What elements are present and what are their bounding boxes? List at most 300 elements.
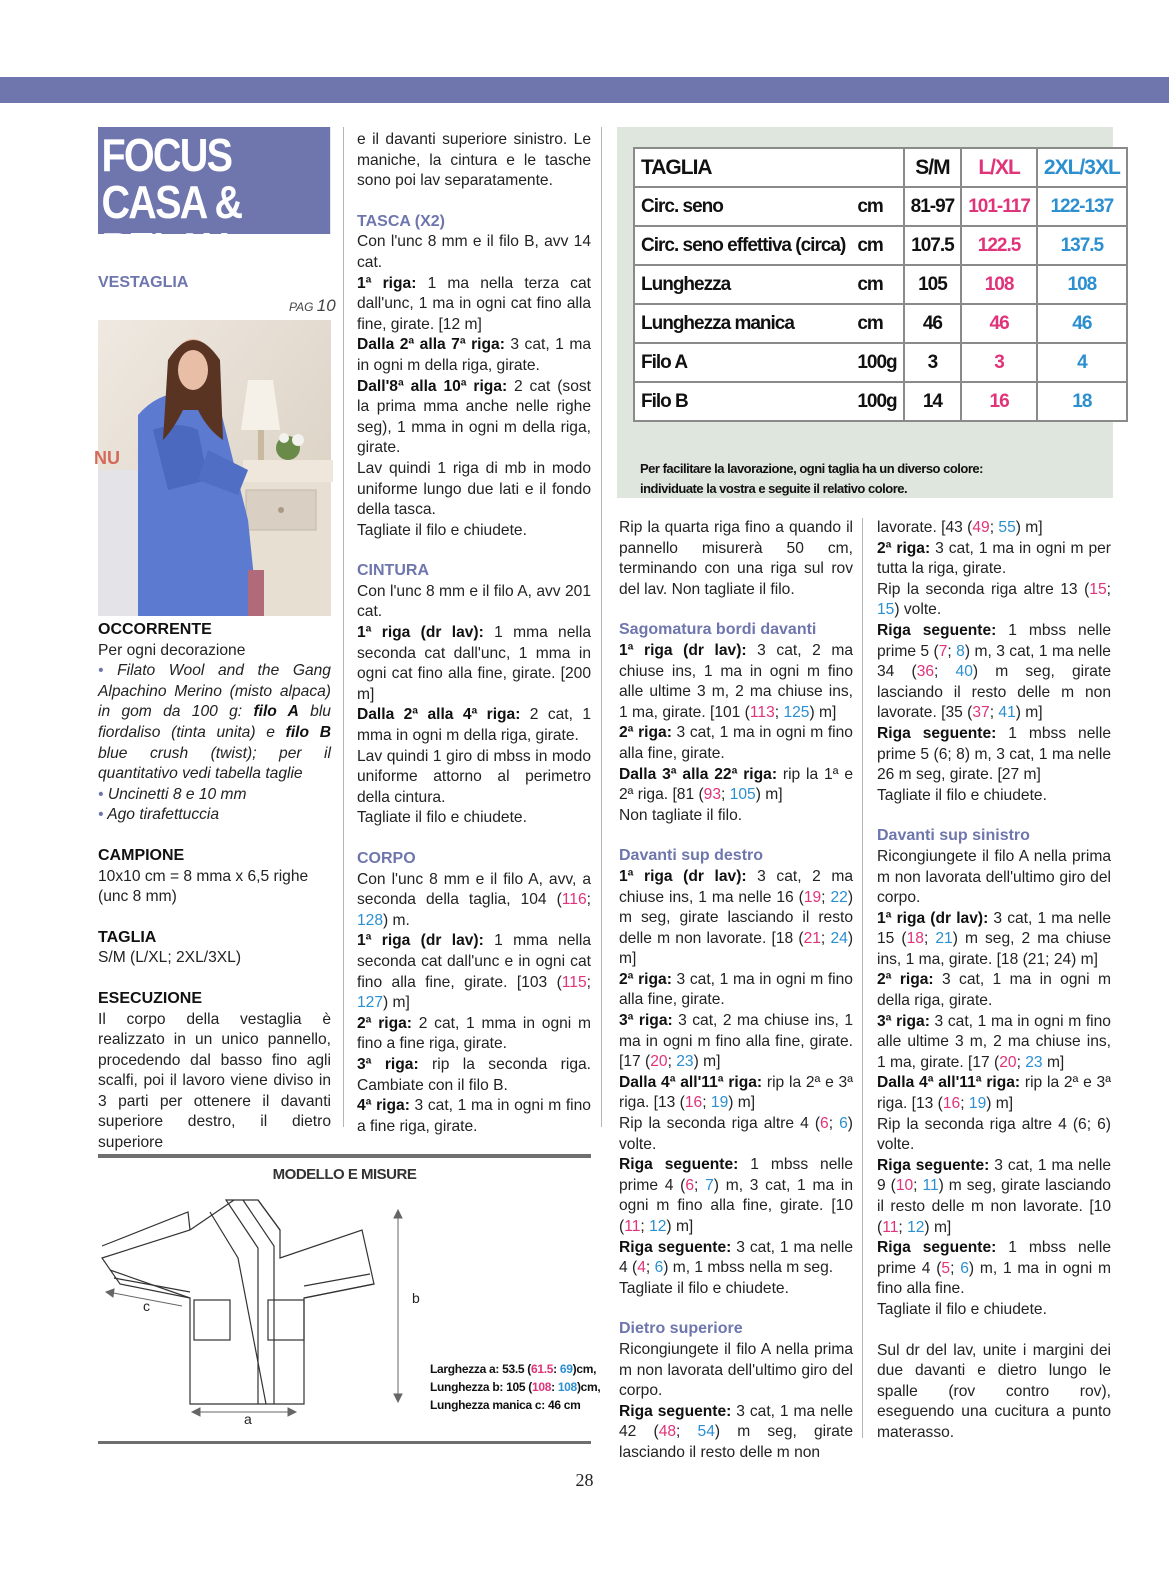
- text: ;: [934, 663, 956, 681]
- size-xl: 6: [839, 1115, 848, 1133]
- row-label: Dall'8ª alla 10ª riga:: [357, 377, 508, 395]
- text: rip la 2ª e 3ª riga. [13 (: [877, 1074, 1111, 1113]
- text: ) m.: [383, 911, 410, 929]
- size-ml: 49: [972, 519, 990, 536]
- row-text: 3 cat, 1 ma in ogni m della riga, girate.: [357, 336, 591, 374]
- model-photo: [94, 320, 331, 616]
- table-row: [634, 226, 1127, 265]
- ds-row-1: Ricongiungete il filo A nella prima m non lavorata dell'ultimo giro del corpo.: [619, 1340, 853, 1400]
- size-ml: 10: [895, 1177, 914, 1195]
- text: ;: [640, 1218, 650, 1235]
- size-xl: 12: [649, 1218, 667, 1235]
- dimension-label-b: b: [412, 1290, 420, 1306]
- size-xl: 22: [830, 888, 848, 906]
- row-text: 1 ma nella terza cat dall'unc, 1 ma in ogni cat fino alla fine, girate. [12 m]: [357, 274, 591, 333]
- size-ml: 16: [942, 1095, 961, 1113]
- size-xl: 11: [922, 1177, 939, 1195]
- text: ) m]: [924, 1218, 952, 1236]
- size-ml: 48: [658, 1423, 677, 1441]
- size-ml: 4: [637, 1259, 646, 1277]
- size-ml: 16: [684, 1094, 703, 1112]
- campione-text: 10x10 cm = 8 mma x 6,5 righe (unc 8 mm): [98, 867, 309, 906]
- value-sm: 81-97: [904, 187, 962, 226]
- row-text: rip la seconda riga. Cambiate con il filo B.: [357, 1055, 591, 1094]
- table-row: [634, 304, 1127, 343]
- size-table: [633, 147, 1128, 422]
- column-1: [98, 620, 331, 1154]
- p-row-6: Tagliate il filo e chiudete.: [877, 786, 1047, 804]
- text: ;: [702, 1094, 711, 1112]
- text: ;: [898, 1218, 908, 1236]
- text: lavorate. [43 (: [877, 519, 973, 536]
- dd-row-3: [619, 1011, 853, 1073]
- row-label: 1ª riga (dr lav):: [357, 624, 484, 642]
- material-yarn: [98, 661, 331, 785]
- row-label: Riga seguente:: [877, 621, 997, 639]
- dd-row-4: [619, 1073, 853, 1114]
- text: ) m, 1 ma in ogni m fino alla fine.: [877, 1259, 1111, 1298]
- size-ml: 20: [999, 1053, 1017, 1071]
- sag-row-3: [619, 765, 853, 806]
- row-label: 2ª riga:: [877, 539, 931, 557]
- row-text: 3 cat, 1 ma in ogni m per tutta la riga, girate.: [877, 539, 1111, 578]
- value-sm: 46: [904, 304, 962, 343]
- text: ) m, 3 cat, 1 ma nelle 34 (: [877, 642, 1111, 681]
- column-2: [357, 130, 591, 1137]
- page-number: 28: [575, 1470, 594, 1490]
- text: ;: [645, 1259, 655, 1277]
- text: ;: [950, 1259, 961, 1277]
- row-label: 1ª riga (dr lav):: [877, 909, 989, 927]
- header-lxl: L/XL: [961, 148, 1037, 187]
- corpo-row-1: [357, 931, 591, 1013]
- yarn-text-3: blue crush (twist); per il quantitativo vedi tabella taglie: [98, 744, 331, 783]
- row-label: Dalla 4ª all'11ª riga:: [877, 1074, 1021, 1092]
- text: ;: [774, 703, 784, 721]
- size-xl: 6: [960, 1259, 969, 1277]
- text: ) m]: [809, 703, 837, 721]
- q-row-3: [877, 970, 1111, 1011]
- dietro-superiore-heading: Dietro superiore: [619, 1320, 743, 1338]
- text: ;: [667, 1053, 677, 1071]
- row-label: Dalla 2ª alla 4ª riga:: [357, 706, 521, 724]
- corpo-start: [357, 870, 591, 932]
- row-label: 1ª riga (dr lav):: [619, 867, 747, 885]
- text: 3 cat, 2 ma chiuse ins, 1 ma nelle 16 (: [619, 867, 853, 906]
- text: 3 cat, 2 ma chiuse ins, 1 ma in ogni m fino alle ultime 3 m, 2 ma chiuse ins, 1 ma, girate. [101 (: [619, 641, 853, 721]
- tasca-row-1: [357, 274, 591, 336]
- size-xl: 40: [955, 663, 973, 681]
- tasca-row-3: [357, 377, 591, 459]
- taglia-heading: TAGLIA: [98, 928, 157, 946]
- row-label: Lunghezza: [634, 265, 851, 304]
- corpo-heading: CORPO: [357, 850, 416, 867]
- dd-row-5: [619, 1114, 853, 1155]
- value-sm: 107.5: [904, 226, 962, 265]
- q-row-5: [877, 1073, 1111, 1114]
- text: ) m seg, girate lasciando il resto delle m non lavorate. [10 (: [877, 1177, 1111, 1236]
- page-ref-number: 10: [316, 296, 336, 315]
- tasca-row-2: [357, 335, 591, 376]
- sag-row-2: [619, 723, 853, 764]
- text: ) m]: [755, 786, 783, 804]
- page-reference: [289, 296, 336, 316]
- yarn-filo-a: filo A: [253, 703, 299, 721]
- size-ml: 7: [938, 642, 948, 660]
- row-label: Lunghezza manica: [634, 304, 851, 343]
- value-lxl: 108: [961, 265, 1037, 304]
- header-2xl: 2XL/3XL: [1037, 148, 1127, 187]
- model-bottom-rule: [98, 1441, 591, 1444]
- cintura-heading: CINTURA: [357, 562, 429, 580]
- size-xl: 105: [729, 786, 756, 804]
- tasca-heading: TASCA (X2): [357, 212, 445, 230]
- text: ) m seg, girate lasciando il resto delle m non lavorate. [35 (: [877, 663, 1111, 722]
- size-ml: 61.5: [531, 1362, 554, 1376]
- measure-sleeve: Lunghezza manica c: 46 cm: [430, 1398, 581, 1412]
- size-xl: 21: [935, 930, 953, 948]
- value-2xl: 18: [1037, 382, 1127, 421]
- column-4: [877, 518, 1111, 1444]
- size-xl: 12: [907, 1218, 925, 1236]
- dd-row-6: [619, 1155, 853, 1237]
- text: 3 cat, 1 ma nelle 15 (: [877, 909, 1111, 948]
- size-xl: 7: [705, 1176, 714, 1194]
- col3-intro: Rip la quarta riga fino a quando il pannello misurerà 50 cm, terminando con una riga sul rov del lav. Non tagliate il filo.: [619, 519, 853, 598]
- occorrente-heading: OCCORRENTE: [98, 621, 212, 638]
- text: 1 mbss nelle prime 4 (: [877, 1239, 1112, 1277]
- top-color-band: [0, 77, 1169, 103]
- header-sm: S/M: [904, 148, 962, 187]
- table-row: [634, 265, 1127, 304]
- row-text: 2 cat, 1 mma in ogni m della riga, girate.: [357, 706, 591, 745]
- row-text: 1 mma nella seconda cat dall'unc, 1 mma in ogni cat fino alla fine, girate. [200 m]: [357, 624, 591, 703]
- value-lxl: 46: [961, 304, 1037, 343]
- text: ;: [923, 930, 936, 948]
- value-lxl: 122.5: [961, 226, 1037, 265]
- text: ) m]: [1015, 519, 1043, 536]
- text: ;: [1106, 580, 1111, 598]
- photo-illustration: [94, 320, 331, 616]
- value-2xl: 122-137: [1037, 187, 1127, 226]
- row-label: 1ª riga (dr lav):: [357, 932, 484, 950]
- sag-row-1: [619, 641, 853, 723]
- q-row-9: Tagliate il filo e chiudete.: [877, 1300, 1047, 1318]
- column-divider: [601, 127, 602, 1127]
- sagomatura-heading: Sagomatura bordi davanti: [619, 621, 817, 639]
- dd-row-1: [619, 867, 853, 970]
- bullet: •: [98, 785, 104, 803]
- q-row-7: [877, 1156, 1111, 1238]
- yarn-text-2: blu fiordaliso (tinta unita) e: [98, 703, 331, 741]
- text: ) m]: [986, 1095, 1014, 1113]
- text: ;: [694, 1176, 706, 1194]
- row-label: 4ª riga:: [357, 1097, 410, 1115]
- size-ml: 5: [941, 1259, 951, 1277]
- size-xl: 24: [830, 929, 848, 947]
- size-xl: 15: [877, 601, 895, 619]
- column-3: [619, 518, 853, 1464]
- value-2xl: 46: [1037, 304, 1127, 343]
- bullet: •: [98, 662, 104, 680]
- page-ref-prefix: PAG: [289, 300, 314, 314]
- row-unit: 100g: [851, 343, 903, 382]
- p-row-5: [877, 724, 1111, 786]
- size-xl: 108: [557, 1380, 577, 1394]
- text: 3 cat, 1 ma in ogni m fino alle ultime 3 m, 2 ma chiuse ins, 1 ma, girate. [17 (: [877, 1012, 1111, 1071]
- size-ml: 113: [749, 703, 775, 721]
- p-row-3: [877, 580, 1111, 621]
- q-row-10: Sul dr del lav, unite i margini dei due davanti e dietro lungo le spalle (rov contro rov), eseguendo una cucitura a punto materasso.: [877, 1341, 1111, 1441]
- column-divider: [862, 518, 863, 1438]
- row-label: 1ª riga (dr lav):: [619, 641, 747, 659]
- size-ml: 37: [972, 704, 990, 722]
- row-label: Riga seguente:: [877, 724, 997, 742]
- size-xl: 19: [710, 1094, 729, 1112]
- text: ;: [676, 1423, 698, 1441]
- ds-row-2: [619, 1402, 853, 1464]
- row-unit: cm: [851, 226, 903, 265]
- row-label: Riga seguente:: [619, 1402, 732, 1420]
- text: ;: [960, 1095, 969, 1113]
- row-label: Riga seguente:: [877, 1239, 997, 1257]
- column-divider: [343, 127, 344, 1127]
- size-ml: 6: [820, 1115, 829, 1133]
- text: 1 mbss nelle prime 4 (: [619, 1156, 854, 1194]
- text: Con l'unc 8 mm e il filo A, avv, a seconda della taglia, 104 (: [357, 870, 591, 909]
- row-text: 3 cat, 1 ma in ogni m fino alla fine, girate.: [619, 724, 853, 762]
- note-line-1: Per facilitare la lavorazione, ogni taglia ha un diverso colore:: [640, 461, 983, 476]
- text: ;: [947, 642, 957, 660]
- text: 3 cat, 1 ma nelle 4 (: [619, 1238, 853, 1277]
- size-ml: 6: [685, 1176, 695, 1194]
- text: ) m, 1 mbss nella m seg.: [663, 1259, 834, 1277]
- size-ml: 18: [906, 930, 924, 948]
- q-row-4: [877, 1012, 1111, 1074]
- text: ;: [913, 1177, 923, 1195]
- text: ;: [828, 1115, 840, 1133]
- davanti-sinistro-heading: Davanti sup sinistro: [877, 827, 1030, 845]
- yarn-text-1: Filato Wool and the Gang Alpachino Merino (misto alpaca) in gom da 100 g:: [98, 662, 331, 721]
- size-ml: 115: [561, 973, 587, 991]
- text: ) m]: [693, 1053, 721, 1071]
- size-ml: 19: [803, 888, 822, 906]
- text: ) m]: [666, 1218, 694, 1235]
- text: :: [553, 1362, 560, 1376]
- text: ;: [989, 519, 999, 536]
- size-xl: 6: [654, 1259, 664, 1277]
- text: )cm,: [572, 1362, 597, 1376]
- p-row-4: [877, 621, 1111, 724]
- davanti-destro-heading: Davanti sup destro: [619, 847, 764, 865]
- row-unit: cm: [851, 187, 903, 226]
- dimension-arrows: [106, 1210, 402, 1416]
- size-xl: 23: [1025, 1053, 1043, 1071]
- cintura-row-2: [357, 705, 591, 746]
- size-ml: 11: [624, 1218, 641, 1235]
- text: ) m seg, girate lasciando il resto delle m non lavorate. [18 (: [619, 888, 854, 947]
- size-ml: 108: [531, 1380, 552, 1394]
- value-lxl: 3: [961, 343, 1037, 382]
- size-xl: 127: [357, 994, 384, 1012]
- size-ml: 15: [1089, 580, 1107, 598]
- row-label: Dalla 3ª alla 22ª riga:: [619, 765, 778, 783]
- header-taglia: TAGLIA: [634, 148, 904, 187]
- text: ;: [586, 891, 591, 909]
- pattern-name: VESTAGLIA: [98, 274, 189, 291]
- row-label: Circ. seno: [634, 187, 851, 226]
- row-unit: cm: [851, 265, 903, 304]
- needle-text: Ago tirafettuccia: [107, 806, 220, 824]
- row-text: 3 cat, 1 ma in ogni m della riga, girate.: [877, 971, 1112, 1010]
- occorrente-intro: Per ogni decorazione: [98, 641, 246, 659]
- row-label: Dalla 2ª alla 7ª riga:: [357, 336, 505, 354]
- col2-intro: e il davanti superiore sinistro. Le maniche, la cintura e le tasche sono poi lav separatamente.: [357, 131, 591, 190]
- text: 3 cat, 1 ma nelle 9 (: [877, 1156, 1111, 1195]
- cintura-row-4: Tagliate il filo e chiudete.: [357, 809, 527, 827]
- text: ) m seg, girate lasciando il resto delle m non: [619, 1423, 853, 1461]
- size-xl: 125: [783, 703, 810, 721]
- size-xl: 19: [968, 1095, 987, 1113]
- row-label: Filo B: [634, 382, 851, 421]
- size-ml: 116: [561, 891, 587, 909]
- hooks-text: Uncinetti 8 e 10 mm: [107, 785, 247, 803]
- size-table-note: [640, 459, 1100, 499]
- p-row-1: [877, 518, 1111, 539]
- measurements-list: [430, 1360, 600, 1414]
- value-sm: 105: [904, 265, 962, 304]
- table-row: [634, 382, 1127, 421]
- row-unit: 100g: [851, 382, 903, 421]
- text: Rip la seconda riga altre 4 (: [619, 1115, 821, 1133]
- tasca-row-5: Tagliate il filo e chiudete.: [357, 521, 527, 539]
- corpo-row-3: [357, 1055, 591, 1096]
- text: ) m seg, 2 ma chiuse ins, 1 ma, girate. [18 (21; 24) m]: [877, 930, 1112, 968]
- dd-row-2: [619, 970, 853, 1011]
- size-ml: 36: [916, 663, 935, 681]
- size-xl: 69: [559, 1362, 573, 1376]
- value-2xl: 4: [1037, 343, 1127, 382]
- table-row: [634, 343, 1127, 382]
- tasca-start: Con l'unc 8 mm e il filo B, avv 14 cat.: [357, 233, 591, 271]
- table-row: [634, 187, 1127, 226]
- cintura-row-1: [357, 623, 591, 705]
- bullet: •: [98, 806, 104, 824]
- size-xl: 55: [998, 519, 1016, 536]
- text: Rip la seconda riga altre 13 (: [877, 580, 1090, 598]
- row-text: 2 cat, 1 mma in ogni m fino a fine riga, girate.: [357, 1014, 591, 1053]
- row-label: Dalla 4ª all'11ª riga:: [619, 1073, 763, 1091]
- row-unit: cm: [851, 304, 903, 343]
- text: ;: [989, 704, 999, 722]
- size-ml: 93: [703, 786, 722, 804]
- text: 1 mma nella seconda cat dall'unc e in ogni cat fino alla fine, girate. [103 (: [357, 932, 591, 991]
- text: ;: [820, 929, 831, 947]
- text: 1 mbss nelle prime 5 (: [877, 621, 1112, 660]
- row-label: 2ª riga:: [877, 971, 934, 989]
- text: Larghezza a: 53.5 (: [430, 1362, 532, 1376]
- size-xl: 23: [676, 1053, 694, 1071]
- svg-text:NU: NU: [94, 448, 120, 468]
- row-label: Riga seguente:: [877, 1156, 990, 1174]
- model-title: MODELLO E MISURE: [272, 1166, 417, 1183]
- tasca-row-4: Lav quindi 1 riga di mb in modo uniforme lungo due lati e il fondo della tasca.: [357, 459, 591, 519]
- esecuzione-heading: ESECUZIONE: [98, 989, 203, 1007]
- text: ) volte.: [619, 1115, 853, 1153]
- dd-row-7: [619, 1238, 853, 1279]
- text: ) m]: [728, 1094, 756, 1112]
- text: rip la 2ª e 3ª riga. [13 (: [619, 1073, 853, 1112]
- q-row-8: [877, 1238, 1111, 1300]
- text: ;: [821, 888, 831, 906]
- sag-row-4: Non tagliate il filo.: [619, 806, 743, 824]
- text: ) m, 3 cat, 1 ma in ogni m fino alla fine, girate. [10 (: [619, 1176, 853, 1235]
- measure-length: [430, 1378, 600, 1396]
- cintura-start: Con l'unc 8 mm e il filo A, avv 201 cat.: [357, 582, 591, 621]
- text: Lunghezza b: 105 (: [430, 1380, 532, 1394]
- row-label: 2ª riga:: [619, 970, 672, 988]
- text: ) m]: [383, 994, 410, 1012]
- q-row-1: Ricongiungete il filo A nella prima m non lavorata dell'ultimo giro del corpo.: [877, 847, 1111, 907]
- size-xl: 8: [956, 642, 965, 660]
- text: ;: [721, 786, 730, 804]
- q-row-6: Rip la seconda riga altre 4 (6; 6) volte.: [877, 1115, 1111, 1154]
- esecuzione-text: Il corpo della vestaglia è realizzato in un unico pannello, procedendo dal basso fino agli scalfi, poi il lavoro viene diviso in 3 parti per ottenere il davanti superiore destro, il dietro superiore: [98, 1010, 331, 1152]
- size-ml: 11: [882, 1218, 899, 1236]
- value-lxl: 101-117: [961, 187, 1037, 226]
- text: 3 cat, 2 ma chiuse ins, 1 ma in ogni m fino alla fine, girate. [17 (: [619, 1012, 853, 1071]
- model-top-rule: [98, 1154, 591, 1158]
- dimension-label-c: c: [143, 1298, 150, 1314]
- value-2xl: 108: [1037, 265, 1127, 304]
- size-ml: 21: [803, 929, 821, 947]
- p-row-2: [877, 539, 1111, 580]
- section-title-line2: CASA & RELAX: [101, 176, 242, 275]
- row-label: 3ª riga:: [877, 1012, 930, 1030]
- corpo-row-2: [357, 1014, 591, 1055]
- text: ) m]: [619, 929, 854, 968]
- size-ml: 20: [650, 1053, 668, 1071]
- taglia-text: S/M (L/XL; 2XL/3XL): [98, 949, 242, 967]
- value-sm: 3: [904, 343, 962, 382]
- yarn-filo-b: filo B: [285, 723, 331, 741]
- dimension-label-a: a: [244, 1411, 252, 1427]
- value-sm: 14: [904, 382, 962, 421]
- row-label: 3ª riga:: [357, 1055, 419, 1073]
- row-label: Circ. seno effettiva (circa): [634, 226, 851, 265]
- q-row-2: [877, 909, 1111, 971]
- material-hooks: [98, 785, 331, 806]
- row-text: 1 mbss nelle prime 5 (6; 8) m, 3 cat, 1 ma nelle 26 m seg, girate. [27 m]: [877, 724, 1112, 784]
- size-table-header: [634, 148, 1127, 187]
- size-xl: 128: [357, 911, 384, 929]
- section-title-line1: FOCUS: [101, 129, 232, 181]
- row-label: Filo A: [634, 343, 851, 382]
- measure-width: [430, 1360, 600, 1378]
- text: m]: [1042, 1053, 1065, 1071]
- row-text: 3 cat, 1 ma in ogni m fino a fine riga, girate.: [357, 1097, 591, 1135]
- value-lxl: 16: [961, 382, 1037, 421]
- section-title-block: [98, 127, 330, 275]
- row-text: 3 cat, 1 ma in ogni m fino alla fine, girate.: [619, 970, 853, 1009]
- text: :: [551, 1380, 558, 1394]
- row-label: 2ª riga:: [619, 724, 672, 742]
- text: )cm,: [576, 1380, 601, 1394]
- robe-schematic-diagram: [98, 1188, 438, 1438]
- material-needle: [98, 805, 331, 826]
- text: rip la 1ª e 2ª riga. [81 (: [619, 765, 853, 804]
- text: ) m]: [1015, 704, 1043, 722]
